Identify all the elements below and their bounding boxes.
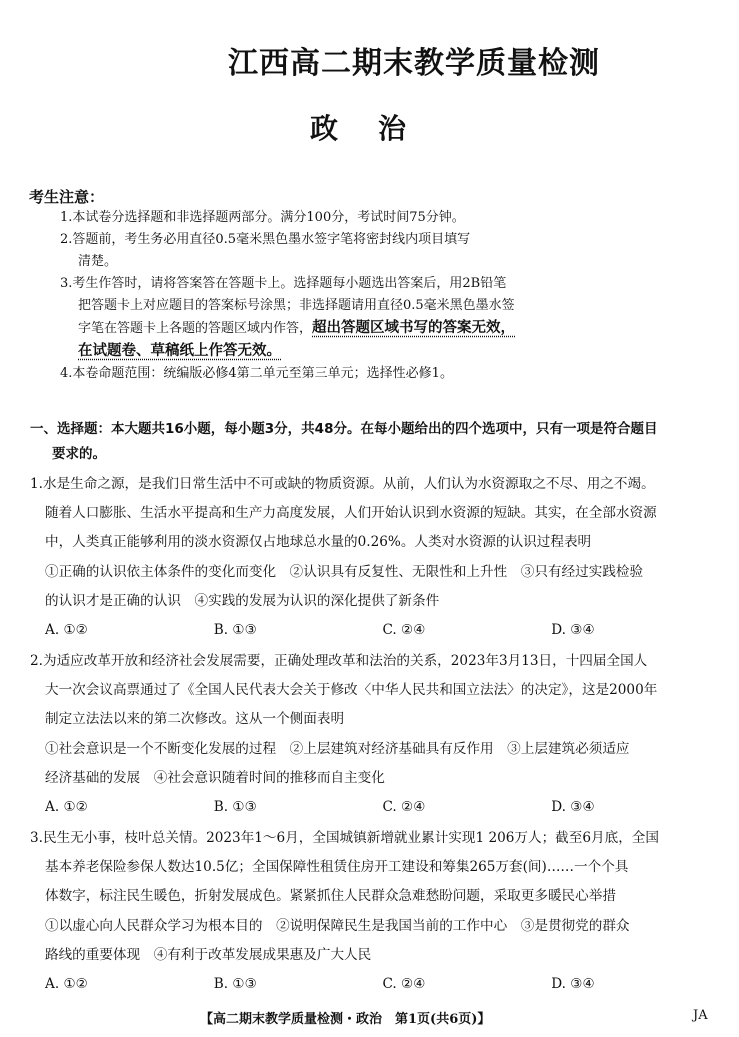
question-3 — [30, 824, 720, 999]
question-stem: 随着人口膨胀、生活水平提高和生产力高度发展，人们开始认识到水资源的短缺。其实，在全部水资源 — [45, 505, 657, 522]
question-stem: 大一次会议高票通过了《全国人民代表大会关于修改〈中华人民共和国立法法〉的决定》，这是2000年 — [45, 682, 658, 699]
option-d: D. ③④ — [551, 622, 595, 639]
question-choice-line: 经济基础的发展 ④社会意识随着时间的推移而自主变化 — [45, 769, 385, 786]
question-stem: 3.民生无小事，枝叶总关情。2023年1～6月，全国城镇新增就业累计实现1 206万人；截至6月底，全国 — [30, 830, 659, 846]
question-choice-line: ①社会意识是一个不断变化发展的过程 ②上层建筑对经济基础具有反作用 ③上层建筑必须适应 — [45, 740, 630, 757]
notice-item: 1.本试卷分选择题和非选择题两部分。满分100分，考试时间75分钟。 — [60, 210, 465, 225]
option-a: A. ①② — [45, 622, 88, 639]
notice-item-continued — [60, 317, 580, 340]
question-choice-line: ①正确的认识依主体条件的变化而变化 ②认识具有反复性、无限性和上升性 ③只有经过实践检验 — [45, 563, 644, 580]
answer-options — [45, 793, 720, 822]
section-heading — [30, 417, 720, 467]
notice-item-continued: 清楚。 — [78, 254, 118, 269]
answer-options — [45, 970, 720, 999]
option-b: B. ①③ — [213, 622, 257, 639]
notice-item: 2.答题前，考生务必用直径0.5毫米黑色墨水签字笔将密封线内项目填写 — [60, 232, 471, 247]
notice-item: 3.考生作答时，请将答案答在答题卡上。选择题每小题选出答案后，用2B铅笔 — [60, 276, 507, 291]
question-stem: 中，人类真正能够利用的淡水资源仅占地球总水量的0.26%。人类对水资源的认识过程表明 — [45, 534, 592, 551]
question-stem: 基本养老保险参保人数达10.5亿；全国保障性租赁住房开工建设和筹集265万套(间)……一个个具 — [45, 859, 629, 876]
answer-options — [45, 616, 720, 645]
option-c: C. ②④ — [382, 622, 426, 639]
notice-list — [60, 207, 580, 385]
question-stem: 2.为适应改革开放和经济社会发展需要，正确处理改革和法治的关系，2023年3月13日，十四届全国人 — [30, 653, 648, 669]
question-choice-line: ①以虚心向人民群众学习为根本目的 ②说明保障民生是我国当前的工作中心 ③是贯彻党的群众 — [45, 917, 630, 934]
question-choice-line: 路线的重要体现 ④有利于改革发展成果惠及广大人民 — [45, 946, 372, 963]
notice-emphasis: 在试题卷、草稿纸上作答无效。 — [78, 343, 281, 359]
option-a: A. ①② — [45, 799, 88, 816]
question-stem: 1.水是生命之源，是我们日常生活中不可或缺的物质资源。从前，人们认为水资源取之不尽、用之不竭。 — [30, 476, 655, 492]
notice-emphasis: 超出答题区域书写的答案无效， — [312, 320, 516, 336]
notice-item-continued: 把答题卡上对应题目的答案标号涂黑；非选择题请用直径0.5毫米黑色墨水签 — [78, 298, 515, 313]
question-1 — [30, 470, 720, 645]
option-c: C. ②④ — [382, 799, 426, 816]
option-b: B. ①③ — [213, 976, 257, 993]
option-d: D. ③④ — [551, 976, 595, 993]
question-stem: 制定立法法以来的第二次修改。这从一个侧面表明 — [45, 711, 345, 728]
paper-code: JA — [693, 1008, 708, 1023]
subject-title: 政治 — [310, 112, 447, 145]
notice-item-continued — [60, 340, 580, 363]
section-heading-line: 一、选择题：本大题共16小题，每小题3分，共48分。在每小题给出的四个选项中，只有一项是符合题目 — [30, 421, 658, 437]
option-a: A. ①② — [45, 976, 88, 993]
notice-text: 字笔在答题卡上各题的答题区域内作答， — [78, 321, 313, 336]
page-footer: 【高二期末教学质量检测・政治 第1页(共6页)】 — [200, 1012, 491, 1027]
question-choice-line: 的认识才是正确的认识 ④实践的发展为认识的深化提供了新条件 — [45, 592, 440, 609]
notice-item: 4.本卷命题范围：统编版必修4第二单元至第三单元；选择性必修1。 — [60, 366, 453, 381]
option-d: D. ③④ — [551, 799, 595, 816]
question-2 — [30, 647, 720, 822]
option-b: B. ①③ — [213, 799, 257, 816]
exam-title: 江西高二期末教学质量检测 — [228, 46, 600, 81]
notice-heading: 考生注意： — [29, 188, 105, 206]
option-c: C. ②④ — [382, 976, 426, 993]
question-stem: 体数字，标注民生暖色，折射发展成色。紧紧抓住人民群众急难愁盼问题，采取更多暖民心举措 — [45, 888, 616, 905]
section-heading-line: 要求的。 — [52, 446, 106, 462]
